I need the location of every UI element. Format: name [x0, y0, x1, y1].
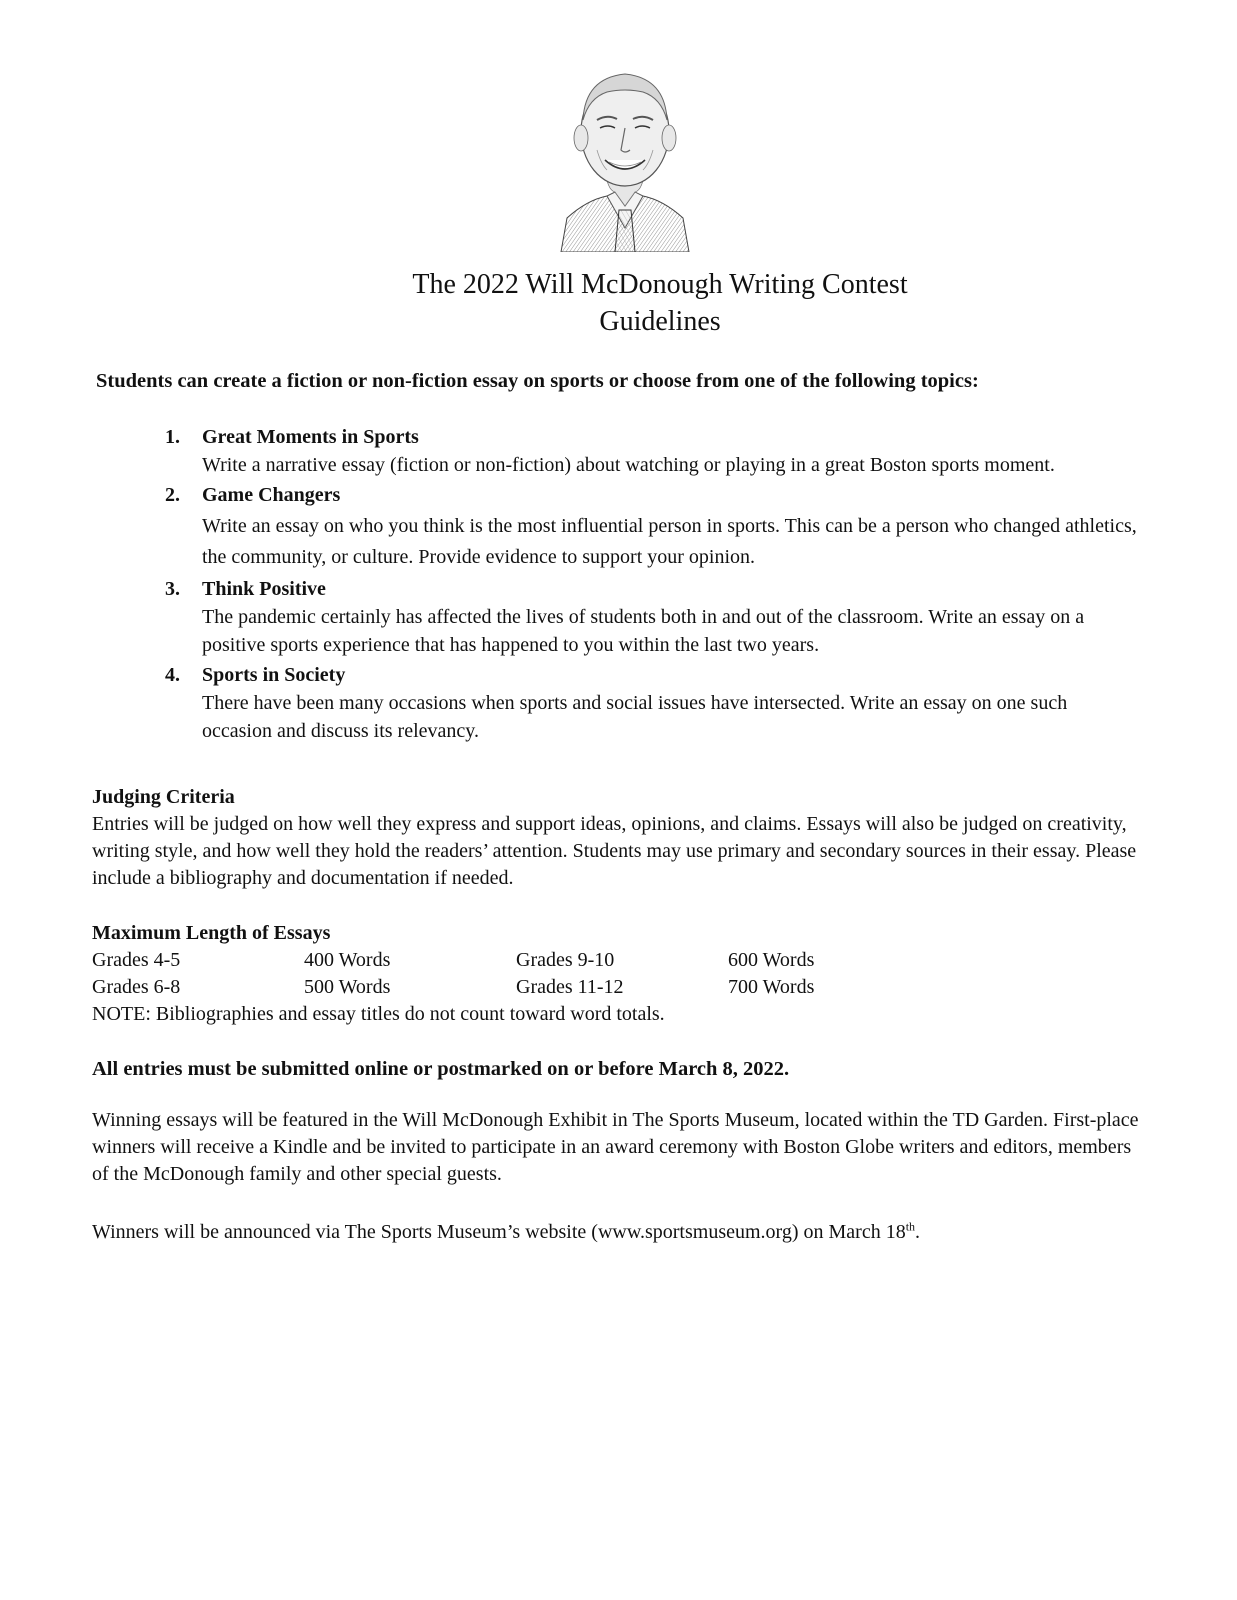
topic-number: 2.: [165, 484, 180, 506]
topic-description: The pandemic certainly has affected the lives of students both in and out of the classroom. Write an essay on a positive sports experience that has happened to you within the last two years.: [202, 606, 1085, 656]
length-note: NOTE: Bibliographies and essay titles do not count toward word totals.: [92, 1003, 665, 1025]
announcement-end: .: [915, 1221, 921, 1243]
grade-range: Grades 6-8: [92, 976, 181, 998]
maximum-length-section: [92, 920, 1152, 1028]
grade-range: Grades 9-10: [516, 949, 615, 971]
topic-item: [165, 661, 1140, 745]
intro-text: Students can create a fiction or non-fiction essay on sports or choose from one of the following topics:: [96, 370, 979, 392]
announcement-paragraph: [92, 1218, 920, 1246]
announcement-text: Winners will be announced via The Sports Museum’s website (www.sportsmuseum.org) on March 18: [92, 1221, 906, 1243]
word-limit: 700 Words: [728, 976, 815, 998]
word-limit: 600 Words: [728, 949, 815, 971]
maximum-length-heading: Maximum Length of Essays: [92, 922, 331, 944]
announcement-superscript: th: [905, 1219, 916, 1234]
topic-number: 1.: [165, 426, 180, 448]
topic-title: Sports in Society: [202, 664, 346, 686]
grade-range: Grades 11-12: [516, 976, 624, 998]
topic-description: There have been many occasions when sports and social issues have intersected. Write an essay on one such occasion and discuss its relevancy.: [202, 692, 1068, 742]
topic-list: [165, 423, 1140, 747]
judging-criteria-section: [92, 784, 1152, 892]
word-limit: 400 Words: [304, 949, 391, 971]
topic-title: Great Moments in Sports: [202, 426, 419, 448]
length-table-row: [92, 974, 1152, 1001]
deadline-statement: All entries must be submitted online or postmarked on or before March 8, 2022.: [92, 1058, 790, 1080]
topic-item: [165, 423, 1140, 479]
length-table-row: [92, 947, 1152, 974]
topic-title: Think Positive: [202, 578, 326, 600]
word-limit: 500 Words: [304, 976, 391, 998]
grade-range: Grades 4-5: [92, 949, 181, 971]
portrait-illustration: [557, 60, 693, 252]
topic-description: Write an essay on who you think is the most influential person in sports. This can be a person who changed athletics, the community, or culture. Provide evidence to support your opinion.: [202, 515, 1137, 568]
page-title: The 2022 Will McDonough Writing Contest: [412, 269, 908, 300]
winning-essays-paragraph: Winning essays will be featured in the Will McDonough Exhibit in The Sports Museum, located within the TD Garden. First-place winners will receive a Kindle and be invited to participate in an award ceremony with Boston Globe writers and editors, members of the McDonough family and other special guests.: [92, 1109, 1139, 1185]
page-subtitle: Guidelines: [599, 306, 721, 337]
judging-criteria-text: Entries will be judged on how well they express and support ideas, opinions, and claims. Essays will also be judged on creativity, writing style, and how well they hold the readers’ attention. Students may use primary and secondary sources in their essay. Please include a bibliography and documentation if needed.: [92, 813, 1137, 889]
judging-criteria-heading: Judging Criteria: [92, 786, 235, 808]
portrait-sketch: [557, 60, 693, 252]
topic-item: [165, 575, 1140, 659]
topic-item: [165, 481, 1140, 573]
topic-number: 4.: [165, 664, 180, 686]
topic-number: 3.: [165, 578, 180, 600]
topic-description: Write a narrative essay (fiction or non-fiction) about watching or playing in a great Boston sports moment.: [202, 454, 1055, 476]
title-block: [0, 266, 1237, 340]
topic-title: Game Changers: [202, 484, 341, 506]
